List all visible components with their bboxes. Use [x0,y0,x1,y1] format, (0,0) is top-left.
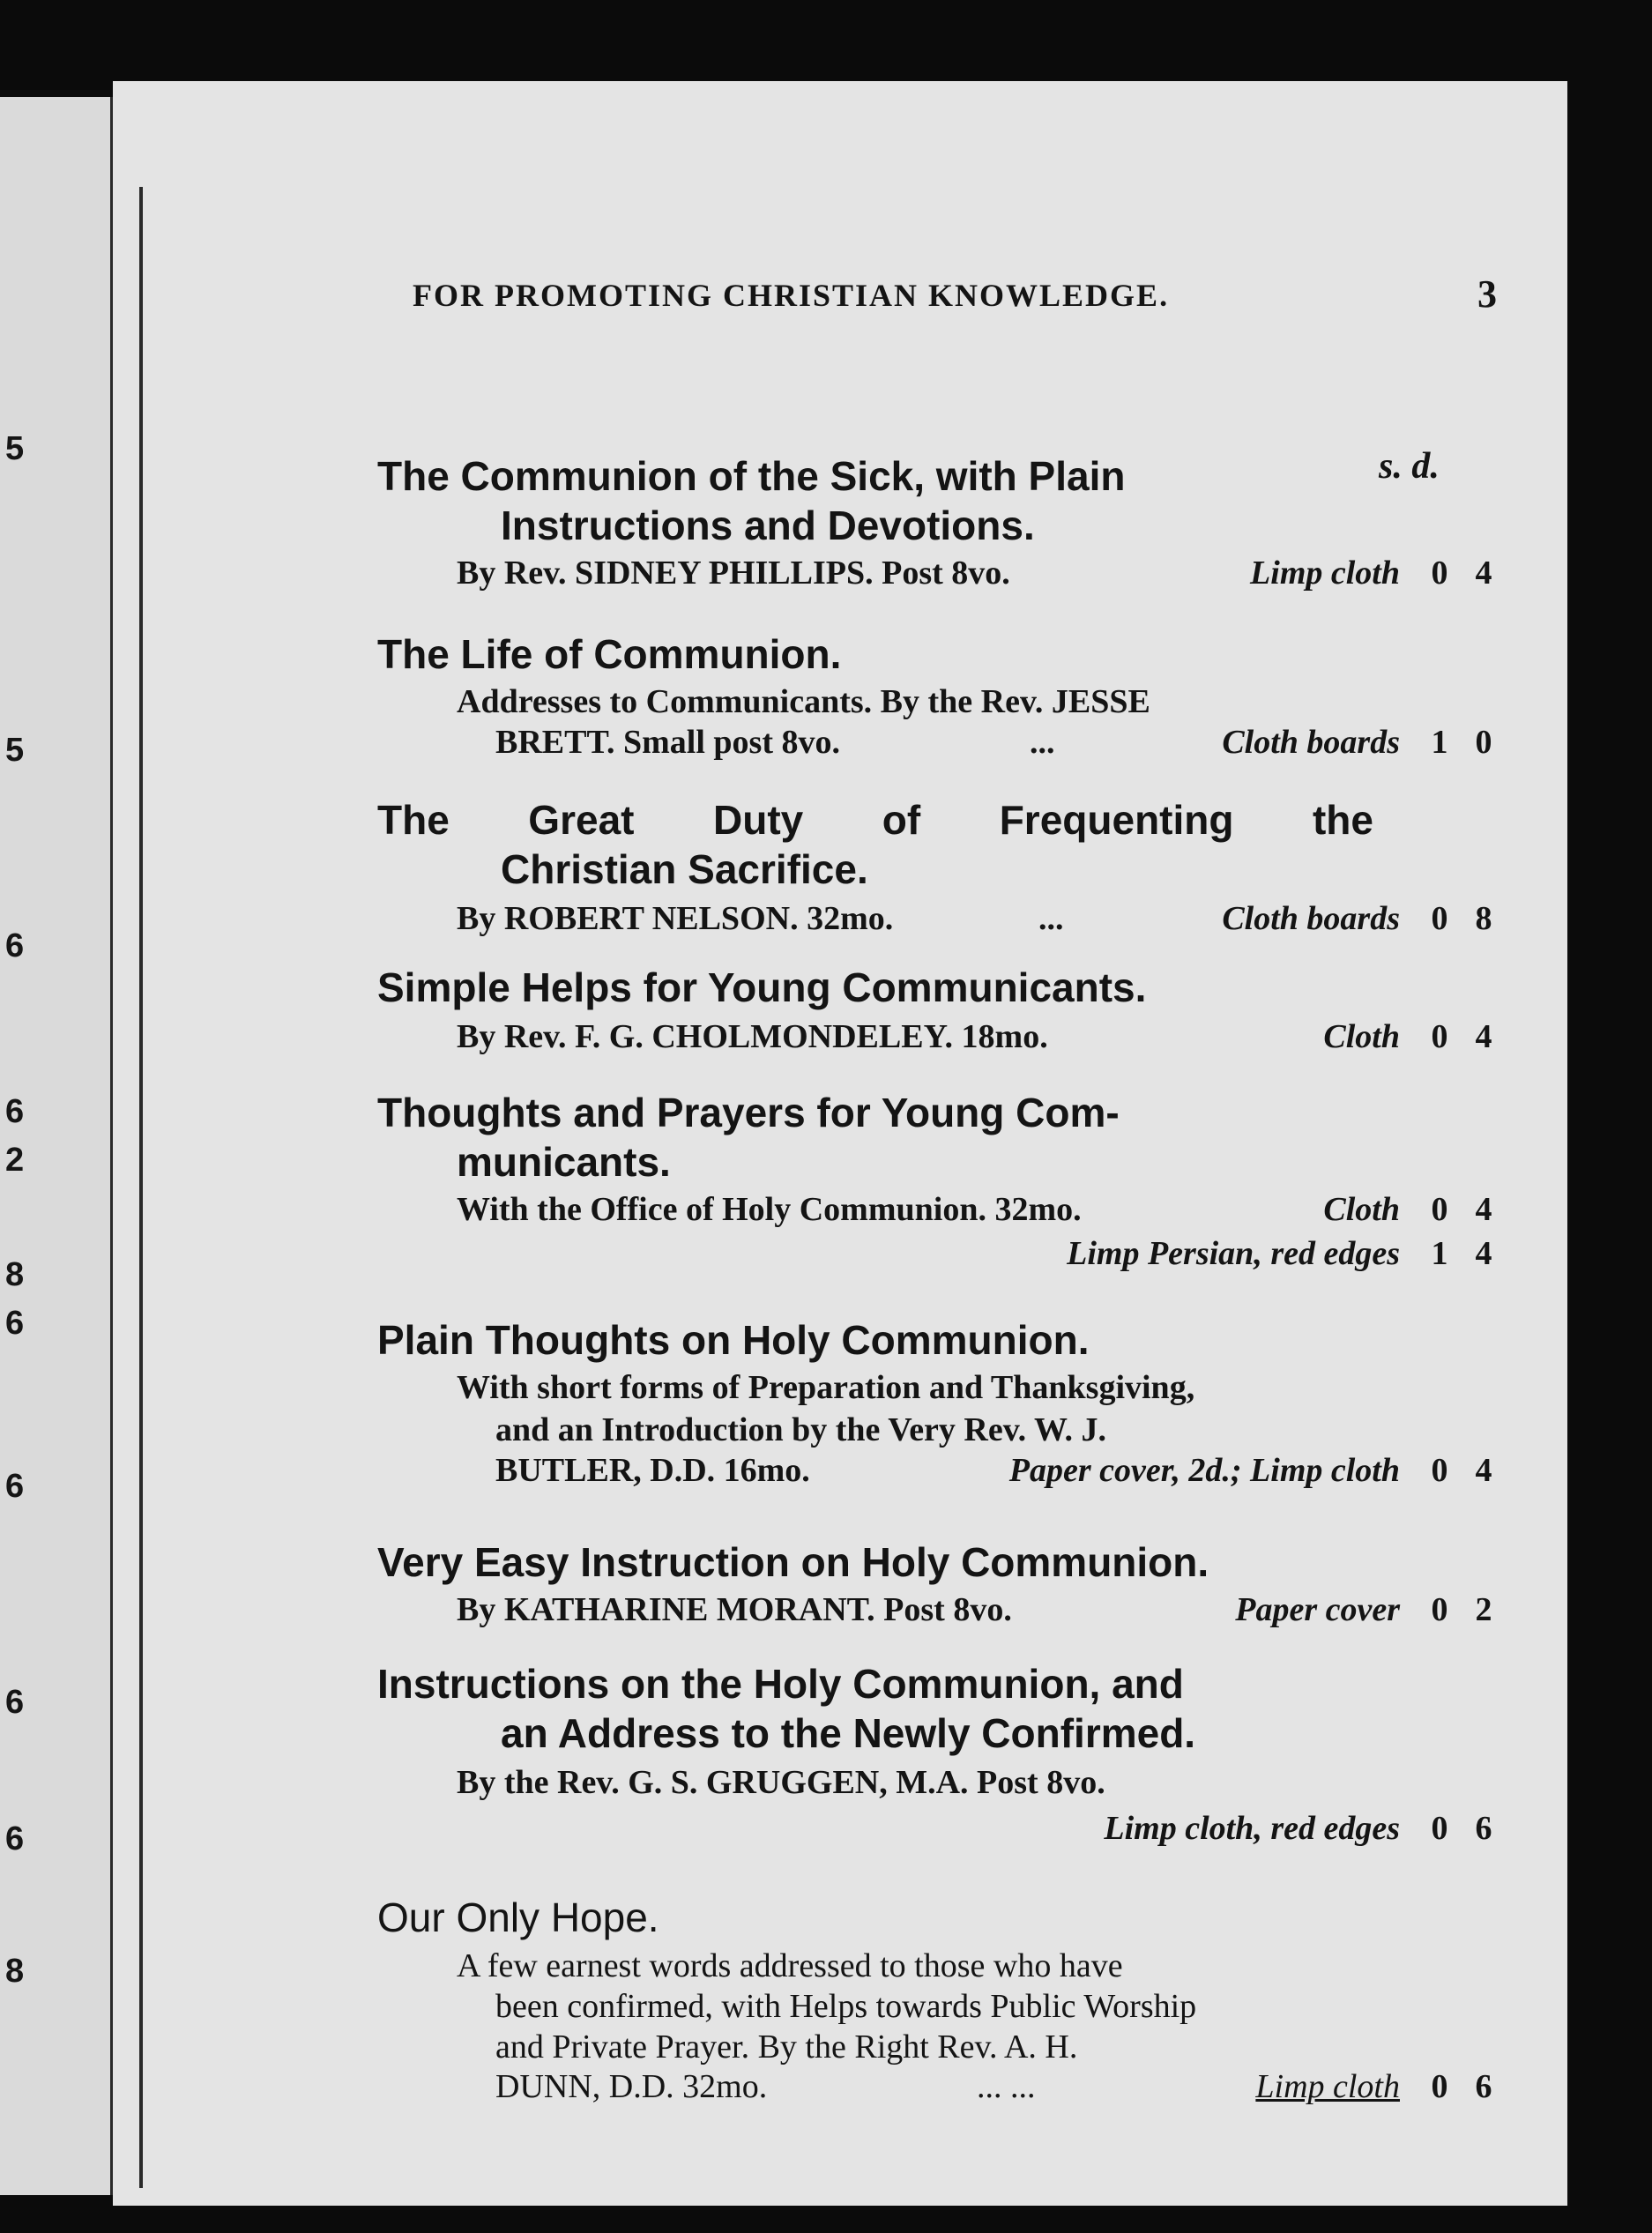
entry-title-line: Very Easy Instruction on Holy Communion. [377,1539,1209,1585]
price-pence: 8 [1475,900,1492,937]
catalogue-entry [377,963,1506,1061]
catalogue-entry [377,1893,1506,2111]
facing-page-fragment: 5 [5,430,25,467]
entry-binding: Cloth [1323,1191,1400,1228]
entry-description-line: been confirmed, with Helps towards Public Worship [495,1988,1197,2025]
price-shillings: 0 [1431,1191,1448,1228]
catalogue-entry [377,795,1506,943]
entry-price [1418,1017,1506,1056]
entry-binding: Cloth [1323,1018,1400,1055]
entry-description [377,681,1373,723]
entry-title-line: an Address to the Newly Confirmed. [501,1710,1196,1756]
price-column-head: s. d. [1379,446,1440,487]
catalogue-entry [377,1537,1506,1634]
entry-title-line: municants. [457,1139,671,1185]
facing-page-fragment: 6 [5,1820,25,1857]
catalogue-page [113,81,1567,2206]
entry-description [377,1761,1373,1804]
entry-title [377,629,1373,679]
facing-page-fragment: 6 [5,1684,25,1721]
price-pence: 4 [1475,555,1492,592]
entry-title [377,963,1373,1012]
facing-page-fragment: 8 [5,1256,25,1293]
entry-price-row [377,1590,1506,1634]
leader-dots: ... [1030,724,1055,761]
entry-price-row [377,723,1506,767]
leader-dots: ... [1038,900,1064,937]
price-shillings: 0 [1431,2068,1448,2105]
entry-author-format: By KATHARINE MORANT. Post 8vo. [457,1591,1012,1628]
entry-title-line: The Great Duty of Frequenting the [377,797,1373,843]
facing-page-fragment: 6 [5,1093,25,1130]
entry-title [377,1088,1373,1187]
entry-binding: Cloth boards [1222,900,1400,937]
entry-title-line: The Life of Communion. [377,631,842,677]
gutter-line [139,187,143,2188]
entry-description-line: and Private Prayer. By the Right Rev. A. H. [495,2028,1078,2066]
entry-price-row [377,1234,1506,1278]
entry-description-line: By the Rev. G. S. GRUGGEN, M.A. Post 8vo. [457,1764,1105,1801]
entry-title-line: The Communion of the Sick, with Plain [377,453,1126,499]
entry-description-line: A few earnest words addressed to those who have [457,1947,1123,1984]
entry-binding: Limp Persian, red edges [1067,1235,1400,1272]
entry-author-format: BRETT. Small post 8vo. [495,724,840,761]
entry-price-row [377,2067,1506,2111]
entry-author-format: DUNN, D.D. 32mo. [495,2068,768,2105]
price-pence: 4 [1475,1018,1492,1055]
catalogue-entry [377,451,1506,598]
entry-title [377,1659,1373,1758]
entry-price [1418,1590,1506,1629]
page-number: 3 [1477,272,1497,316]
entry-binding: Paper cover, 2d.; Limp cloth [1008,1452,1400,1489]
price-shillings: 0 [1431,1591,1448,1628]
running-header-title: FOR PROMOTING CHRISTIAN KNOWLEDGE. [413,278,1170,313]
entry-title-line: Thoughts and Prayers for Young Com- [377,1090,1120,1135]
price-pence: 4 [1475,1452,1492,1489]
entry-price [1418,1809,1506,1848]
price-shillings: 0 [1431,1810,1448,1847]
catalogue-entry [377,1659,1506,1853]
price-shillings: 0 [1431,900,1448,937]
entry-title [377,1893,1373,1942]
entry-description [377,1946,1373,2067]
price-shillings: 0 [1431,555,1448,592]
entry-price-row [377,899,1506,943]
entry-author-format: By ROBERT NELSON. 32mo. [457,900,894,937]
price-pence: 4 [1475,1235,1492,1272]
entry-price [1418,554,1506,592]
entry-description-line: and an Introduction by the Very Rev. W. J. [495,1411,1106,1448]
facing-page-fragment: 6 [5,927,25,964]
price-pence: 6 [1475,1810,1492,1847]
entry-price-row [377,1451,1506,1495]
entry-binding: Cloth boards [1222,724,1400,761]
facing-page-fragment: 6 [5,1305,25,1342]
price-shillings: 0 [1431,1018,1448,1055]
entry-price-row [377,1809,1506,1853]
entry-title [377,795,1373,845]
price-shillings: 1 [1431,724,1448,761]
facing-page-fragment: 2 [5,1142,25,1179]
entry-title [377,1537,1373,1587]
price-pence: 2 [1475,1591,1492,1628]
entry-title [377,1315,1373,1365]
entry-price [1418,1190,1506,1229]
entry-binding: Limp cloth [1250,555,1400,592]
facing-page-fragment: 5 [5,732,25,769]
price-pence: 6 [1475,2068,1492,2105]
price-pence: 4 [1475,1191,1492,1228]
entry-price [1418,899,1506,938]
catalogue-entry [377,1315,1506,1495]
entry-title-line: Plain Thoughts on Holy Communion. [377,1317,1090,1363]
entry-author-format: BUTLER, D.D. 16mo. [495,1452,810,1489]
entry-binding: Limp cloth, red edges [1104,1810,1400,1847]
price-shillings: 0 [1431,1452,1448,1489]
entry-binding: Limp cloth [1255,2068,1400,2105]
entry-title [377,451,1373,550]
running-header [413,272,1497,330]
entry-price-row [377,1017,1506,1061]
entry-price [1418,723,1506,762]
entry-description [377,1366,1373,1451]
entry-title-line: Instructions on the Holy Communion, and [377,1661,1184,1707]
entry-description-line: Addresses to Communicants. By the Rev. JESSE [457,683,1150,720]
price-pence: 0 [1475,724,1492,761]
entry-title-line: Christian Sacrifice. [501,846,868,892]
entry-title-line: Our Only Hope. [377,1894,659,1940]
facing-page-fragment: 6 [5,1468,25,1505]
facing-page-edge [0,97,113,2195]
entry-price-row [377,1190,1506,1234]
catalogue-entry [377,1088,1506,1278]
entry-price [1418,1451,1506,1490]
entry-author-format: With the Office of Holy Communion. 32mo. [457,1191,1082,1228]
price-shillings: 1 [1431,1235,1448,1272]
leader-dots: ... ... [977,2068,1036,2105]
catalogue-entry [377,629,1506,767]
entry-description-line: With short forms of Preparation and Thanksgiving, [457,1369,1195,1406]
entry-price [1418,1234,1506,1273]
entry-author-format: By Rev. F. G. CHOLMONDELEY. 18mo. [457,1018,1048,1055]
entry-author-format: By Rev. SIDNEY PHILLIPS. Post 8vo. [457,555,1010,592]
entry-title-line: Instructions and Devotions. [501,502,1035,548]
entry-price [1418,2067,1506,2106]
facing-page-fragment: 8 [5,1953,25,1990]
entry-price-row [377,554,1506,598]
entry-title-line: Simple Helps for Young Communicants. [377,964,1147,1010]
entry-title-continuation [377,845,1373,894]
entry-binding: Paper cover [1235,1591,1400,1628]
